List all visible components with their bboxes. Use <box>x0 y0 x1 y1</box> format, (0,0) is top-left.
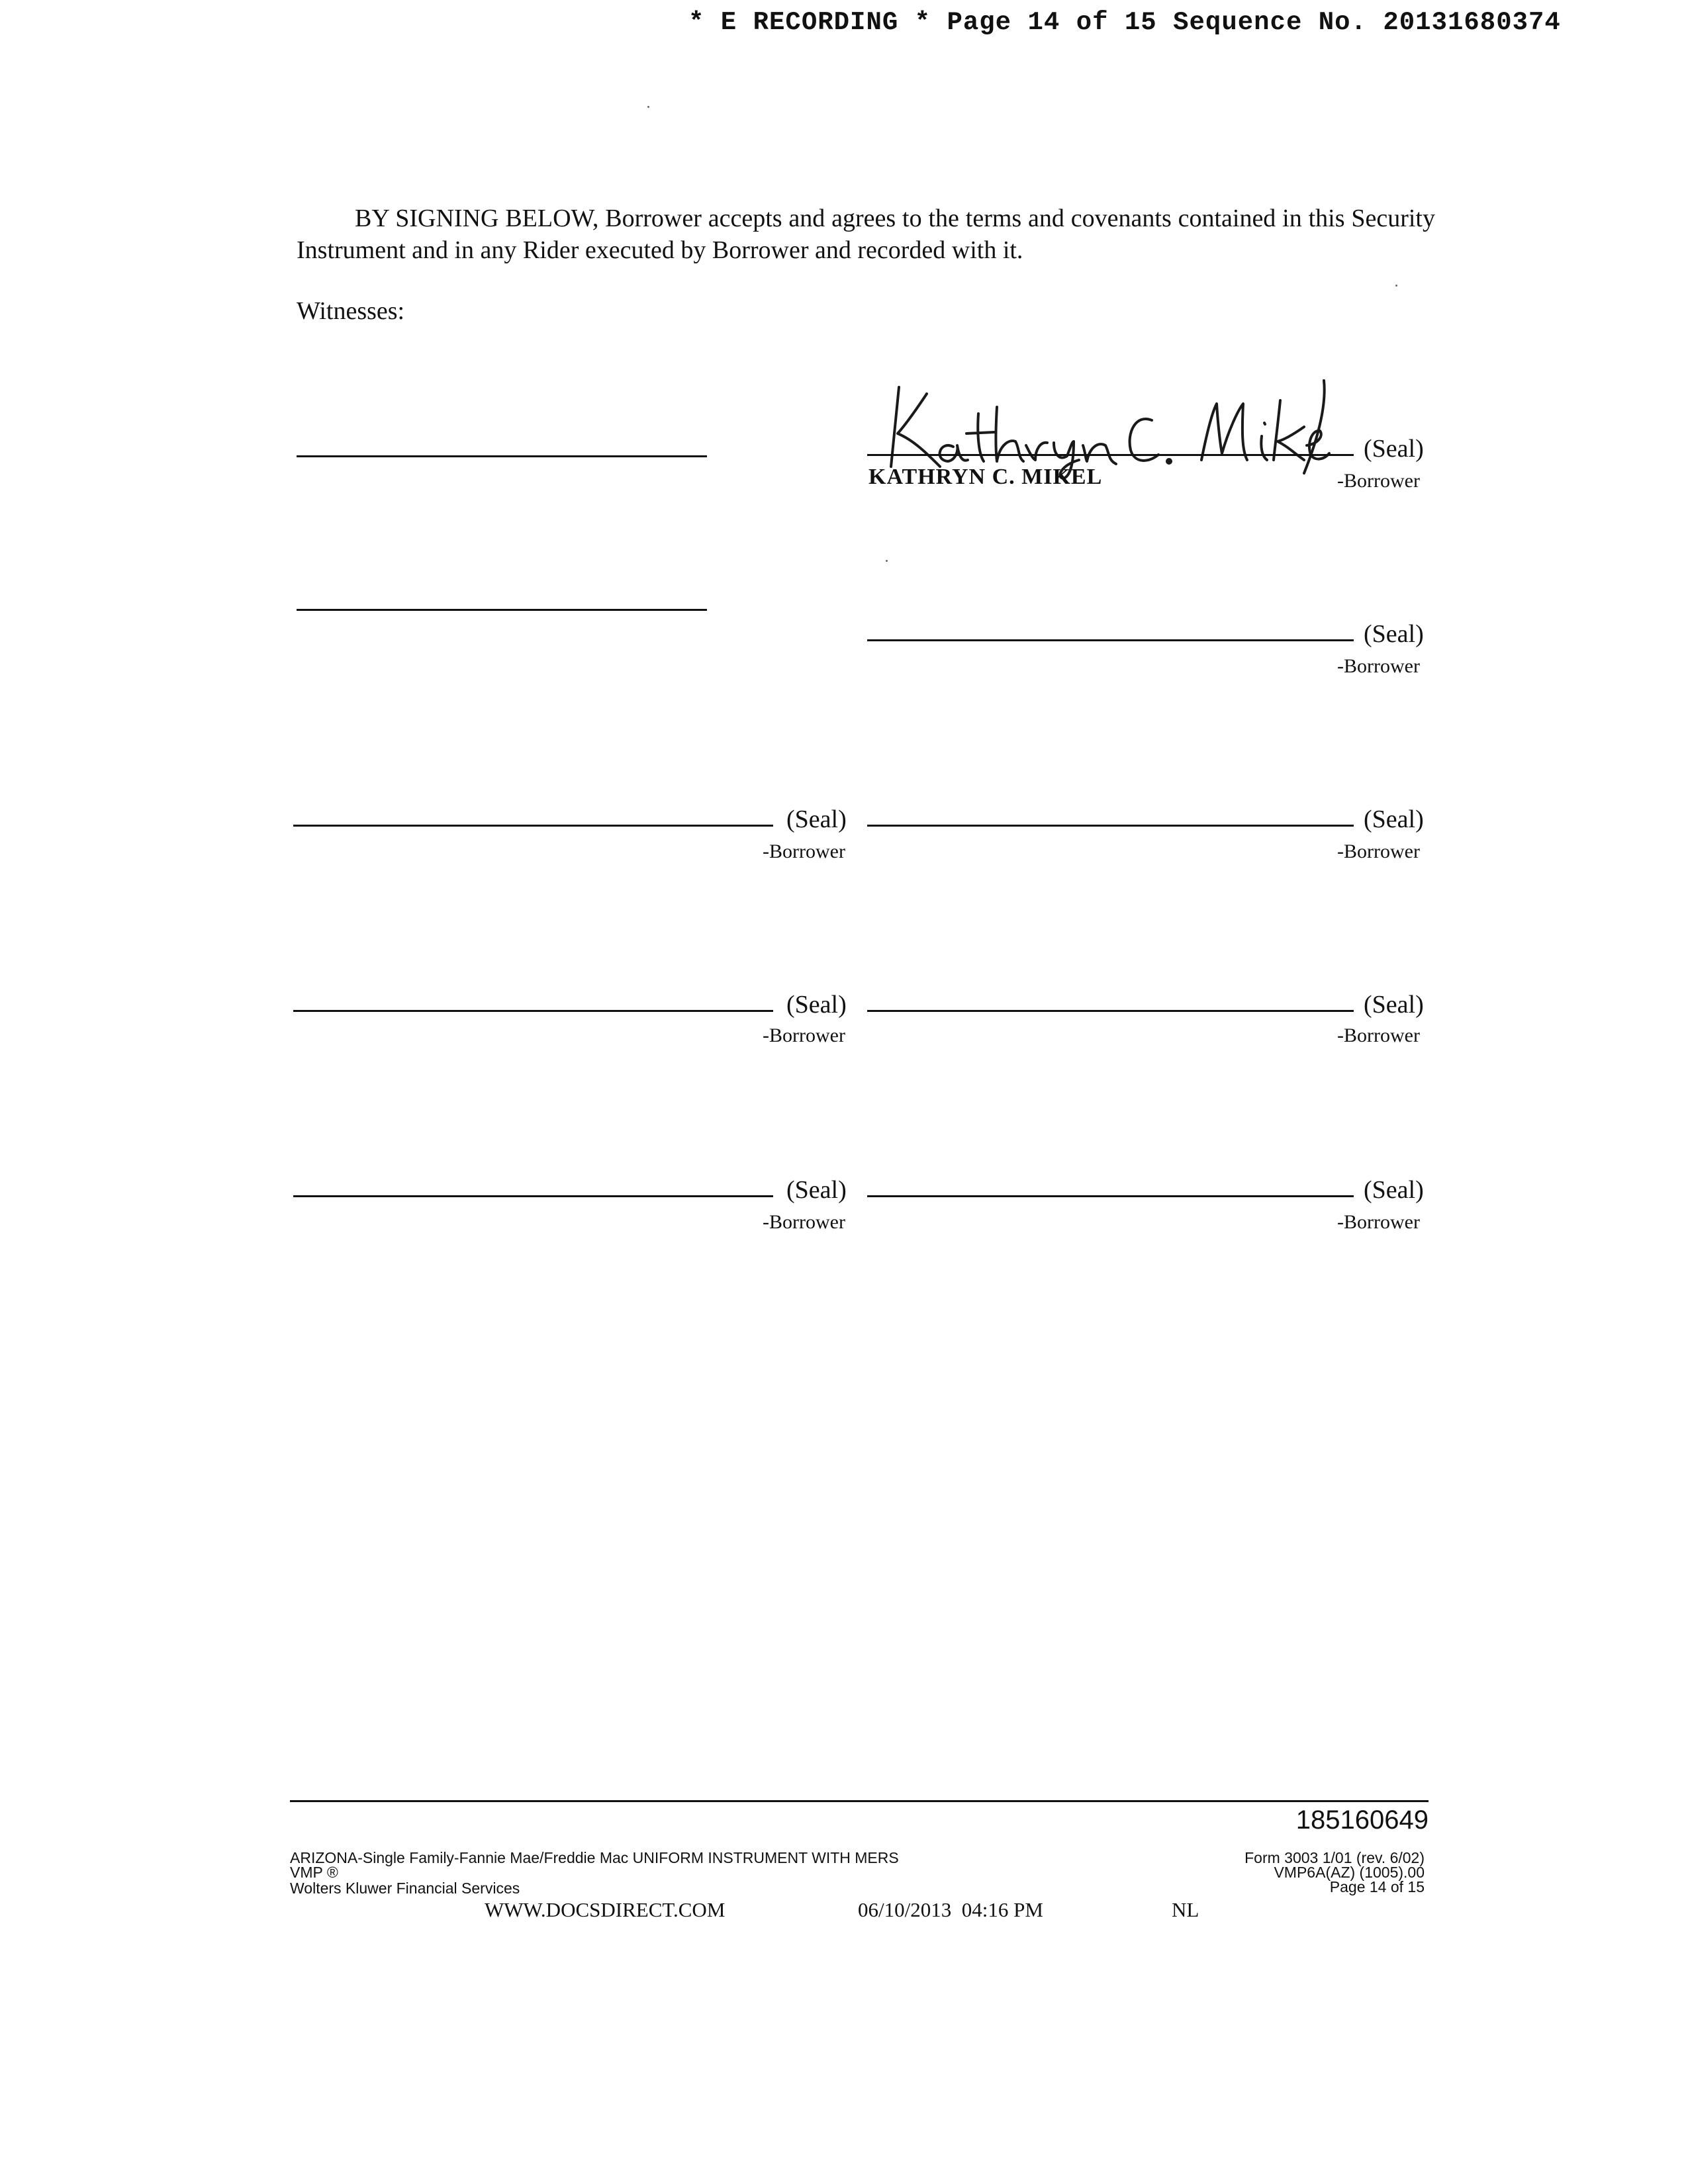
seal-label: (Seal) <box>786 1176 847 1204</box>
scan-speck <box>1395 285 1397 287</box>
seal-label: (Seal) <box>786 991 847 1019</box>
seal-label: (Seal) <box>1364 620 1424 648</box>
witness-signature-line <box>297 609 707 611</box>
seal-label: (Seal) <box>786 805 847 833</box>
borrower-signature-line <box>867 825 1354 827</box>
witness-signature-line <box>297 455 707 457</box>
scan-speck <box>886 560 888 562</box>
borrower-label: -Borrower <box>763 1024 845 1046</box>
borrower-label: -Borrower <box>1337 655 1420 677</box>
borrower-signature-line <box>867 1010 1354 1012</box>
borrower-label: -Borrower <box>1337 470 1420 492</box>
scan-speck <box>647 106 649 108</box>
borrower-signature-line <box>867 454 1354 456</box>
seal-label: (Seal) <box>1364 435 1424 463</box>
vmp-mark: VMP ® <box>290 1864 338 1881</box>
borrower-label: -Borrower <box>1337 841 1420 862</box>
footer-page-number: Page 14 of 15 <box>1329 1878 1425 1895</box>
loan-number: 185160649 <box>1295 1805 1429 1835</box>
footer-rule <box>290 1800 1429 1802</box>
borrower-label: -Borrower <box>763 841 845 862</box>
signer-printed-name: KATHRYN C. MIKEL <box>868 465 1103 489</box>
form-code: VMP6A(AZ) (1005).00 <box>1274 1864 1425 1881</box>
borrower-signature-line <box>293 825 773 827</box>
publisher: Wolters Kluwer Financial Services <box>290 1880 520 1897</box>
form-number: Form 3003 1/01 (rev. 6/02) <box>1244 1849 1425 1866</box>
borrower-label: -Borrower <box>1337 1211 1420 1233</box>
borrower-signature-line <box>867 1195 1354 1197</box>
seal-label: (Seal) <box>1364 1176 1424 1204</box>
borrower-label: -Borrower <box>763 1211 845 1233</box>
print-datetime: 06/10/2013 04:16 PM <box>858 1898 1043 1921</box>
witnesses-label: Witnesses: <box>297 297 405 325</box>
recording-header: * E RECORDING * Page 14 of 15 Sequence No. 20131680374 <box>688 8 1561 37</box>
seal-label: (Seal) <box>1364 991 1424 1019</box>
seal-label: (Seal) <box>1364 805 1424 833</box>
borrower-label: -Borrower <box>1337 1024 1420 1046</box>
signing-statement: BY SIGNING BELOW, Borrower accepts and agrees to the terms and covenants contained in this Security Instrument and in any Rider executed by Borrower and recorded with it. <box>297 205 1435 264</box>
form-title: ARIZONA-Single Family-Fannie Mae/Freddie Mac UNIFORM INSTRUMENT WITH MERS <box>290 1849 899 1866</box>
handwritten-signature <box>867 367 1331 480</box>
borrower-signature-line <box>293 1195 773 1197</box>
borrower-signature-line <box>867 639 1354 641</box>
preparer-initials: NL <box>1172 1898 1199 1921</box>
website: WWW.DOCSDIRECT.COM <box>485 1898 726 1921</box>
borrower-signature-line <box>293 1010 773 1012</box>
